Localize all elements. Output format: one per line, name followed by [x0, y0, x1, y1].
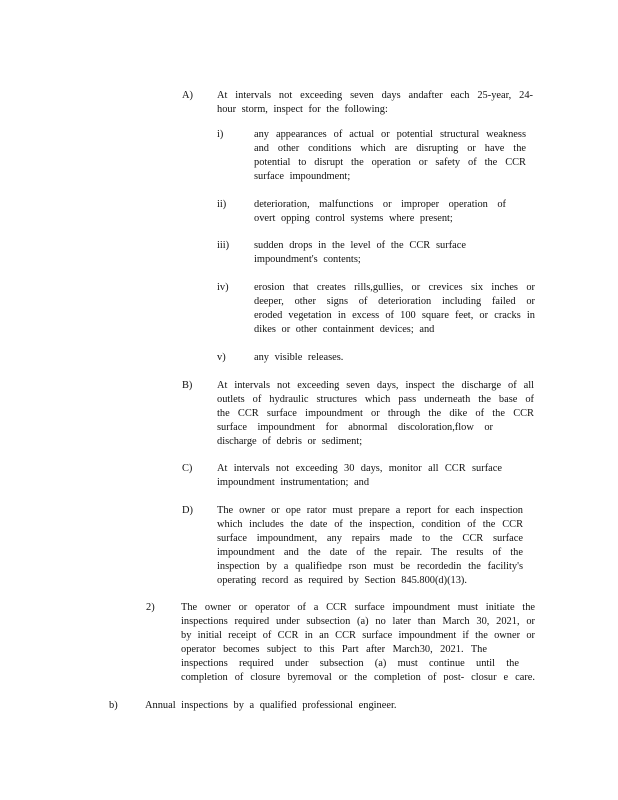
text-line: impoundment and the date of the repair. The results of the	[217, 546, 523, 558]
text-line: At intervals not exceeding seven days, inspect the discharge of all	[217, 380, 534, 391]
text-line: inspections required under subsection (a) must continue until the	[181, 657, 519, 669]
item-a-label: A)	[182, 90, 193, 101]
text-line: potential to disrupt the operation or safety of the CCR	[254, 156, 526, 168]
subitem-v-text	[254, 351, 343, 365]
text-line: The owner or operator of a CCR surface impoundment must initiate the	[181, 602, 535, 613]
text-line: completion of closure byremoval or the completion of post- closur e care.	[181, 671, 535, 683]
item-b-text	[217, 379, 534, 449]
subitem-i-label: i)	[217, 129, 224, 140]
text-line: operating record as required by Section 845.800(d)(13).	[217, 574, 467, 586]
item-d-text	[217, 504, 523, 587]
subitem-iii-label: iii)	[217, 240, 230, 251]
text-line: surface impoundment for abnormal discoloration,flow or	[217, 421, 493, 433]
paragraph-2-text	[181, 601, 535, 684]
text-line: operator becomes subject to this Part after March30, 2021. The	[181, 643, 487, 655]
text-line: any visible releases.	[254, 352, 344, 363]
paragraph-2-label: 2)	[146, 602, 155, 613]
subitem-iii-text	[254, 239, 466, 267]
text-line: deterioration, malfunctions or improper operation of	[254, 199, 506, 210]
text-line: erosion that creates rills,gullies, or crevices six inches or	[254, 282, 535, 293]
text-line: outlets of hydraulic structures which pass underneath the base of	[217, 393, 534, 405]
subitem-iv-label: iv)	[217, 282, 229, 293]
section-b-text	[145, 699, 396, 713]
item-b-label: B)	[182, 380, 193, 391]
text-line: and other conditions which are disrupting or have the	[254, 142, 526, 154]
text-line: overt opping control systems where present;	[254, 212, 453, 224]
text-line: by initial receipt of CCR in an CCR surface impoundment if the owner or	[181, 629, 535, 641]
text-line: impoundment instrumentation; and	[217, 476, 370, 488]
text-line: surface impoundment;	[254, 170, 351, 182]
subitem-ii-label: ii)	[217, 199, 227, 210]
subitem-iv-text	[254, 281, 535, 337]
text-line: sudden drops in the level of the CCR surface	[254, 240, 466, 251]
text-line: At intervals not exceeding 30 days, monitor all CCR surface	[217, 463, 502, 474]
section-b-heading: Annual inspections by a qualified professional engineer.	[145, 700, 397, 711]
subitem-i-text	[254, 128, 526, 184]
text-line: At intervals not exceeding seven days andafter each 25-year, 24-	[217, 90, 533, 101]
text-line: eroded vegetation in excess of 100 square feet, or cracks in	[254, 309, 535, 321]
text-line: The owner or ope rator must prepare a report for each inspection	[217, 505, 523, 516]
text-line: impoundment's contents;	[254, 253, 361, 265]
item-c-label: C)	[182, 463, 193, 474]
text-line: any appearances of actual or potential structural weakness	[254, 129, 526, 140]
text-line: inspections required under subsection (a) no later than March 30, 2021, or	[181, 615, 535, 627]
text-line: inspection by a qualifiedpe rson must be recordedin the facility's	[217, 560, 523, 572]
text-line: surface impoundment, any repairs made to the CCR surface	[217, 532, 523, 544]
text-line: hour storm, inspect for the following:	[217, 103, 388, 115]
item-a-text	[217, 89, 533, 117]
text-line: which includes the date of the inspection, condition of the CCR	[217, 518, 523, 530]
text-line: the CCR surface impoundment or through the dike of the CCR	[217, 407, 534, 419]
section-b-label: b)	[109, 700, 118, 711]
item-c-text	[217, 462, 502, 490]
item-d-label: D)	[182, 505, 193, 516]
subitem-v-label: v)	[217, 352, 226, 363]
text-line: discharge of debris or sediment;	[217, 435, 363, 447]
text-line: deeper, other signs of deterioration including failed or	[254, 295, 535, 307]
subitem-ii-text	[254, 198, 506, 226]
text-line: dikes or other containment devices; and	[254, 323, 435, 335]
